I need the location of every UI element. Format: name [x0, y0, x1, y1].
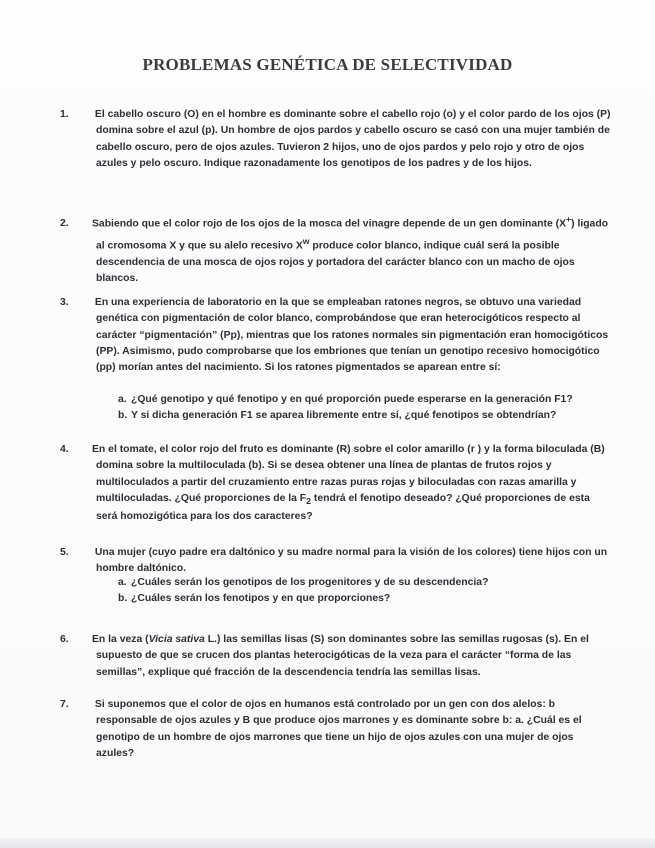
- problem-text: En una experiencia de laboratorio en la que se empleaban ratones negros, se obtuvo una variedad genética con pigmentación de color blanco, comprobándose que eran heterocigóticos respecto al carácter “pigmentación” (Pp), mientras que los ratones normales sin pigmentación eran homocigóticos (PP). Asimismo, pudo comprobarse que los embriones que tenían un genotipo recesivo homocigótico (pp) morían antes del nacimiento. Si los ratones pigmentados se aparean entre sí:: [94, 297, 609, 374]
- problem-3: [60, 295, 611, 376]
- problem-number: 3.: [60, 297, 69, 308]
- problem-text-part: En el tomate, el color rojo del fruto es dominante (R) sobre el color amarillo (r ) y la forma biloculada (B) domina sobre la multiloculada (b). Si se desea obtener una línea de plantas de frutos rojos y multiloculados a partir del cruzamiento entre razas puras rojas y biloculadas con razas amarilla y multiloculadas. ¿Qué proporciones de la F: [92, 444, 605, 504]
- sub-question-3a: [118, 392, 598, 408]
- problem-text-part: ) ligado al cromosoma X y que su alelo recesivo X: [96, 218, 609, 252]
- problem-text-part: produce color blanco, indique cuál será la posible descendencia de una mosca de ojos rojos y portadora del carácter blanco con un macho de ojos blancos.: [96, 240, 575, 284]
- problem-text-part: En la veza (: [92, 634, 149, 645]
- problem-text-part: L.) las semillas lisas (S) son dominantes sobre las semillas rugosas (s). En el supuesto de que se crucen dos plantas heterocigóticas de la veza para el carácter “forma de las semillas”, explique qué fracción de la descendencia tendría las semillas lisas.: [96, 634, 589, 678]
- problem-number: 1.: [60, 109, 69, 120]
- scan-bottom-edge: [0, 838, 655, 848]
- sub-letter: a.: [118, 577, 127, 588]
- sub-text: ¿Qué genotipo y qué fenotipo y en qué proporción puede esperarse en la generación F1?: [131, 394, 573, 405]
- problem-text-part: tendrá el fenotipo deseado? ¿Qué proporciones de esta será homozigótica para los dos caracteres?: [96, 492, 590, 523]
- problem-text: El cabello oscuro (O) en el hombre es dominante sobre el cabello rojo (o) y el color pardo de los ojos (P) domina sobre el azul (p). Un hombre de ojos pardos y cabello oscuro se casó con una mujer también de cabello oscuro, pero de ojos azules. Tuvieron 2 hijos, uno de ojos pardos y pelo rojo y otro de ojos azules y pelo oscuro. Indique razonadamente los genotipos de los padres y de los hijos.: [94, 109, 611, 169]
- problem-number: 5.: [60, 547, 69, 558]
- problem-2: [60, 211, 611, 287]
- sub-letter: a.: [118, 394, 127, 405]
- problem-4: [60, 442, 611, 526]
- sub-letter: b.: [118, 410, 128, 421]
- sub-letter: b.: [118, 593, 128, 604]
- subscript: 2: [306, 495, 311, 506]
- sub-text: ¿Cuáles serán los genotipos de los progenitores y de su descendencia?: [131, 577, 489, 588]
- problem-6: [60, 632, 611, 681]
- sub-question-5a: [118, 575, 598, 591]
- problem-number: 2.: [60, 218, 69, 230]
- problem-text: Una mujer (cuyo padre era daltónico y su madre normal para la visión de los colores) tiene hijos con un hombre daltónico.: [94, 547, 608, 575]
- problem-7: [60, 697, 611, 762]
- problem-text-part: Sabiendo que el color rojo de los ojos de la mosca del vinagre depende de un gen dominante (X: [92, 218, 567, 230]
- superscript: w: [302, 235, 310, 246]
- problem-5: [60, 545, 611, 578]
- sub-question-5b: [118, 591, 598, 607]
- page-title: PROBLEMAS GENÉTICA DE SELECTIVIDAD: [142, 55, 513, 74]
- problem-number: 4.: [60, 444, 69, 455]
- problem-1: [60, 107, 611, 172]
- species-name: Vicia sativa: [148, 634, 205, 645]
- sub-text: ¿Cuáles serán los fenotipos y en que proporciones?: [131, 593, 391, 604]
- problem-text: Si suponemos que el color de ojos en humanos está controlado por un gen con dos alelos: b responsable de ojos azules y B que produce ojos marrones y es dominante sobre b: a. ¿Cuál es el genotipo de un hombre de ojos marrones que tiene un hijo de ojos azules con una mujer de ojos azules?: [94, 699, 582, 759]
- problem-number: 6.: [60, 634, 69, 645]
- superscript: +: [566, 214, 572, 224]
- sub-text: Y si dicha generación F1 se aparea libremente entre sí, ¿qué fenotipos se obtendrían?: [131, 410, 557, 421]
- sub-question-3b: [118, 408, 598, 424]
- problem-number: 7.: [60, 699, 69, 710]
